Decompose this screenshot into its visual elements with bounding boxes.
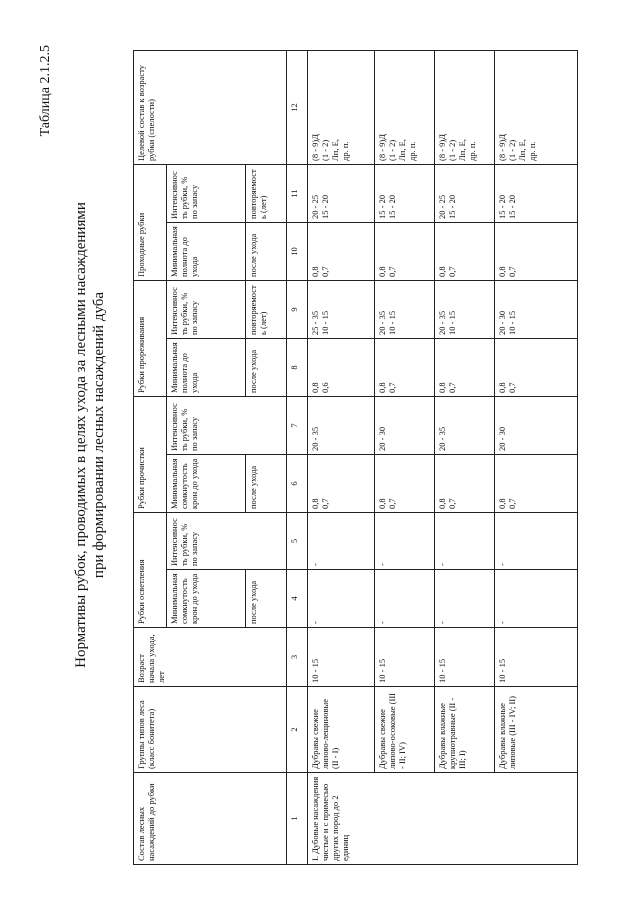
target-cell-line: др. п. <box>467 141 478 161</box>
target-cell-line: (1 - 2) <box>319 139 330 161</box>
pass-intensity-cell-line: 15 - 20 <box>447 194 458 219</box>
clean-closure-cell <box>307 455 374 513</box>
age-cell: 10 - 15 <box>307 628 374 687</box>
table-row <box>495 50 578 864</box>
column-number: 7 <box>287 397 308 455</box>
forest-group-cell: Дубравы свежие липово-осоковые (III - II; IV) <box>375 687 435 773</box>
header-pass-min-density: Минимальная полнота до ухода <box>167 222 246 280</box>
thin-intensity-cell-line: 20 - 30 <box>497 310 508 335</box>
clean-closure-cell-line: 0,8 <box>309 498 320 509</box>
pass-density-cell <box>435 222 495 280</box>
pass-density-cell-line: 0,7 <box>319 266 330 277</box>
header-clear-after: после ухода <box>245 570 286 628</box>
clean-closure-cell <box>495 455 578 513</box>
target-cell <box>307 50 374 164</box>
thin-density-cell-line: 0,8 <box>309 382 320 393</box>
pass-intensity-cell-line: 20 - 25 <box>437 194 448 219</box>
thin-intensity-cell-line: 20 - 35 <box>377 310 388 335</box>
header-thinning: Рубки прореживания <box>134 280 167 396</box>
thin-density-cell-line: 0,7 <box>507 382 518 393</box>
target-cell-line: Лп, Е, <box>397 139 408 161</box>
clear-intensity-cell: - <box>307 513 374 570</box>
clear-intensity-cell: - <box>435 513 495 570</box>
age-cell: 10 - 15 <box>435 628 495 687</box>
column-number: 3 <box>287 628 308 687</box>
target-cell-line: др. п. <box>527 141 538 161</box>
pass-intensity-cell <box>495 164 578 222</box>
pass-density-cell <box>495 222 578 280</box>
thin-density-cell <box>435 339 495 397</box>
target-cell-line: (8 - 9)Д <box>497 133 508 161</box>
thin-intensity-cell-line: 10 - 15 <box>447 310 458 335</box>
target-cell <box>375 50 435 164</box>
target-cell <box>435 50 495 164</box>
header-forest-group: Группы типов леса (класс бонитета) <box>134 687 287 773</box>
table-row <box>307 50 374 864</box>
header-clear-min-closure: Минимальная сомкнутость крон до ухода <box>167 570 246 628</box>
column-number: 11 <box>287 164 308 222</box>
age-cell: 10 - 15 <box>495 628 578 687</box>
thin-intensity-cell-line: 20 - 35 <box>437 310 448 335</box>
thin-intensity-cell <box>307 280 374 338</box>
title-line-2: при формировании лесных насаждений дуба <box>91 291 107 579</box>
clean-intensity-cell: 20 - 30 <box>495 397 578 455</box>
clean-closure-cell-line: 0,8 <box>377 498 388 509</box>
thin-density-cell <box>375 339 435 397</box>
column-number: 1 <box>287 773 308 865</box>
header-clear-intensity: Интенсивность рубки, % по запасу <box>167 513 287 570</box>
pass-density-cell <box>375 222 435 280</box>
pass-intensity-cell-line: 20 - 25 <box>309 194 320 219</box>
thin-density-cell <box>495 339 578 397</box>
clear-closure-cell: - <box>435 570 495 628</box>
thin-density-cell-line: 0,8 <box>377 382 388 393</box>
target-cell-line: Лп, Е, <box>517 139 528 161</box>
pass-intensity-cell-line: 15 - 20 <box>507 194 518 219</box>
header-pass-intensity: Интенсивность рубки, % по запасу <box>167 164 246 222</box>
header-age: Возраст начала ухода, лет <box>134 628 287 687</box>
thin-intensity-cell-line: 10 - 15 <box>507 310 518 335</box>
clean-intensity-cell: 20 - 35 <box>435 397 495 455</box>
header-target: Целевой состав к возрасту рубки (спелости) <box>134 50 287 164</box>
norms-table <box>133 50 578 865</box>
target-cell-line: др. п. <box>407 141 418 161</box>
header-row-1 <box>134 50 167 864</box>
column-number: 5 <box>287 513 308 570</box>
header-thin-min-density: Минимальная полнота до ухода <box>167 339 246 397</box>
composition-cell: I. Дубовые насаждения чистые и с примесью других пород до 2 единиц <box>307 773 577 865</box>
target-cell-line: (8 - 9)Д <box>437 133 448 161</box>
target-cell-line: (8 - 9)Д <box>377 133 388 161</box>
age-cell: 10 - 15 <box>375 628 435 687</box>
thin-density-cell-line: 0,7 <box>447 382 458 393</box>
pass-intensity-cell <box>307 164 374 222</box>
table-row <box>375 50 435 864</box>
pass-density-cell-line: 0,7 <box>447 266 458 277</box>
thin-intensity-cell <box>375 280 435 338</box>
clean-closure-cell-line: 0,8 <box>437 498 448 509</box>
pass-intensity-cell-line: 15 - 20 <box>377 194 388 219</box>
target-cell-line: (8 - 9)Д <box>309 133 320 161</box>
column-number: 9 <box>287 280 308 338</box>
clean-closure-cell-line: 0,7 <box>447 498 458 509</box>
pass-intensity-cell-line: 15 - 20 <box>319 194 330 219</box>
target-cell-line: (1 - 2) <box>387 139 398 161</box>
header-thin-intensity: Интенсивность рубки, % по запасу <box>167 280 246 338</box>
table-row <box>435 50 495 864</box>
clean-closure-cell-line: 0,8 <box>497 498 508 509</box>
pass-intensity-cell <box>435 164 495 222</box>
clean-intensity-cell: 20 - 35 <box>307 397 374 455</box>
thin-intensity-cell <box>435 280 495 338</box>
header-clearing: Рубки осветления <box>134 513 167 628</box>
column-numbers-row <box>287 50 308 864</box>
clear-closure-cell: - <box>307 570 374 628</box>
header-cleaning: Рубки прочистки <box>134 397 167 513</box>
clear-closure-cell: - <box>375 570 435 628</box>
target-cell-line: Лп, Е, <box>457 139 468 161</box>
column-number: 6 <box>287 455 308 513</box>
forest-group-cell: Дубравы свежие липово-лещиновые (II - I) <box>307 687 374 773</box>
target-cell-line: (1 - 2) <box>447 139 458 161</box>
forest-group-cell: Дубравы влажные крупнотравные (II - III; I) <box>435 687 495 773</box>
header-passing: Проходные рубки <box>134 164 167 280</box>
clean-closure-cell <box>435 455 495 513</box>
thin-density-cell-line: 0,7 <box>387 382 398 393</box>
pass-density-cell-line: 0,7 <box>387 266 398 277</box>
forest-group-cell: Дубравы влажные липовые (III - IV; II) <box>495 687 578 773</box>
header-clean-after: после ухода <box>245 455 286 513</box>
column-number: 4 <box>287 570 308 628</box>
column-number: 8 <box>287 339 308 397</box>
clear-closure-cell: - <box>495 570 578 628</box>
target-cell-line: Лп, Е, <box>329 139 340 161</box>
clean-intensity-cell: 20 - 30 <box>375 397 435 455</box>
pass-density-cell-line: 0,8 <box>377 266 388 277</box>
table-caption: Таблица 2.1.2.5 <box>38 45 53 137</box>
header-pass-repeat: повторяемость (лет) <box>245 164 286 222</box>
clean-closure-cell <box>375 455 435 513</box>
thin-intensity-cell-line: 25 - 35 <box>309 310 320 335</box>
column-number: 10 <box>287 222 308 280</box>
thin-intensity-cell-line: 10 - 15 <box>319 310 330 335</box>
thin-density-cell-line: 0,8 <box>497 382 508 393</box>
document-title <box>72 85 108 785</box>
clear-intensity-cell: - <box>495 513 578 570</box>
title-line-1: Нормативы рубок, проводимых в целях ухода за лесными насаждениями <box>73 202 89 668</box>
pass-density-cell-line: 0,8 <box>309 266 320 277</box>
target-cell <box>495 50 578 164</box>
pass-density-cell <box>307 222 374 280</box>
header-pass-after: после ухода <box>245 222 286 280</box>
header-clean-min-closure: Минимальная сомкнутость крон до ухода <box>167 455 246 513</box>
target-cell-line: др. п. <box>339 141 350 161</box>
header-thin-repeat: повторяемость (лет) <box>245 280 286 338</box>
target-cell-line: (1 - 2) <box>507 139 518 161</box>
thin-intensity-cell-line: 10 - 15 <box>387 310 398 335</box>
pass-intensity-cell <box>375 164 435 222</box>
pass-density-cell-line: 0,8 <box>497 266 508 277</box>
pass-density-cell-line: 0,8 <box>437 266 448 277</box>
header-composition: Состав лесных насаждений до рубки <box>134 773 287 865</box>
thin-intensity-cell <box>495 280 578 338</box>
pass-intensity-cell-line: 15 - 20 <box>497 194 508 219</box>
pass-intensity-cell-line: 15 - 20 <box>387 194 398 219</box>
thin-density-cell <box>307 339 374 397</box>
pass-density-cell-line: 0,7 <box>507 266 518 277</box>
column-number: 12 <box>287 50 308 164</box>
thin-density-cell-line: 0,8 <box>437 382 448 393</box>
header-thin-after: после ухода <box>245 339 286 397</box>
clean-closure-cell-line: 0,7 <box>507 498 518 509</box>
header-clean-intensity: Интенсивность рубки, % по запасу <box>167 397 287 455</box>
clear-intensity-cell: - <box>375 513 435 570</box>
thin-density-cell-line: 0,6 <box>319 382 330 393</box>
clean-closure-cell-line: 0,7 <box>319 498 330 509</box>
clean-closure-cell-line: 0,7 <box>387 498 398 509</box>
column-number: 2 <box>287 687 308 773</box>
